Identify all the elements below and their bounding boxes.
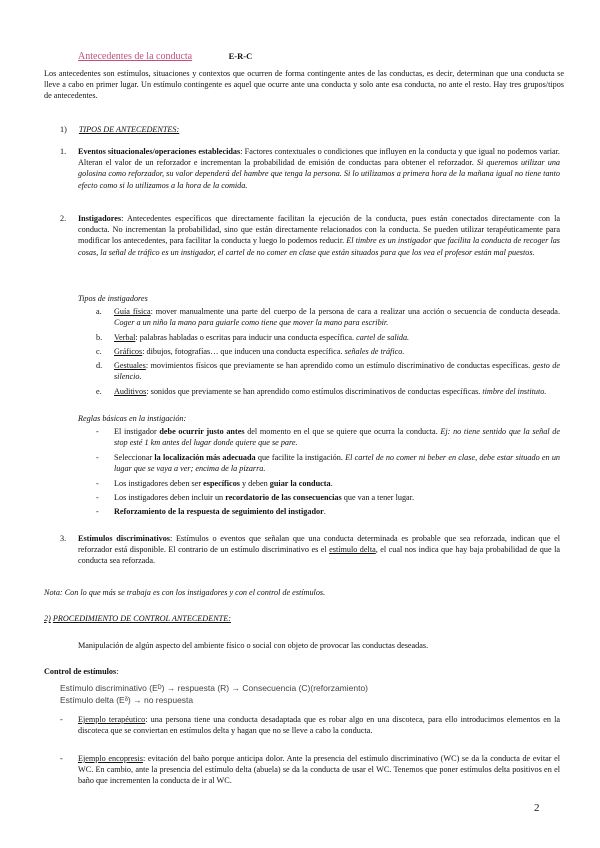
type-example: timbre del instituto. (482, 387, 547, 396)
type-text (114, 332, 560, 343)
rule-emphasis: debe ocurrir justo antes (159, 427, 245, 436)
control-colon: : (116, 667, 119, 676)
example-description: : evitación del baño porque anticipa dolor. Ante la presencia del estímulo discriminativo (WC) se da la conducta de evitar el WC. En cambio, ante la presencia del estímulo delta (abuela) se da la conducta de usar el WC. Tenemos que poner estímulos delta positivos en el baño que incrementen la conducta de ir al WC. (78, 754, 560, 786)
example-description: : una persona tiene una conducta desadaptada que es robar algo en una discoteca, para ello introducimos elementos en la discoteca que se conviertan en estímulos delta y hagan que no se lleve a cabo la conducta. (78, 715, 561, 736)
item-title: Estímulos discriminativos (78, 534, 170, 543)
bullet-dash: - (96, 507, 99, 516)
formula-discriminative: Estímulo discriminativo (Eᴰ) → respuesta (R) → Consecuencia (C)(reforzamiento) (60, 683, 369, 693)
rule-emphasis: la localización más adecuada (154, 453, 256, 462)
rules-label: Reglas básicas en la instigación: (78, 414, 187, 423)
rule-emphasis: guiar la conducta (269, 479, 331, 488)
item-example: El timbre es un instigador que facilita la conducta de recoger las cosas, la señal de tráfico es un instigador, el cartel de no comer en clase que están situados para que los vea el profesor están mal puestos. (78, 236, 560, 257)
item-description: : Antecedentes específicos que directamente facilitan la ejecución de la conducta, pues están conectados directamente con la conducta. No incrementan la probabilidad, sino que están directamente relacionados con la conducta. Se pueden utilizar terapéuticamente para modificar los antecedentes, para facilitar la conducta y luego lo podemos reducir. (78, 214, 560, 246)
note: Nota: Con lo que más se trabaja es con los instigadores y con el control de estímulos. (44, 588, 326, 597)
item-text (78, 533, 560, 567)
intro-paragraph: Los antecedentes son estímulos, situaciones y contextos que ocurren de forma contingente antes de las conductas, es decir, determinan que una conducta se lleve a cabo en primer lugar. Un estímulo contingente es aquel que ocurre ante una conducta y solo ante esa conducta, no ante el resto. Hay tres grupos/tipos de antecedentes. (44, 69, 564, 101)
control-heading (44, 666, 118, 677)
rule-text (114, 478, 560, 489)
type-letter: e. (96, 387, 102, 396)
item-term: estímulo delta (329, 545, 376, 555)
rule-3 (96, 478, 560, 489)
antecedent-item-2 (60, 213, 560, 258)
antecedent-item-1 (60, 146, 560, 191)
rule-text (114, 492, 560, 503)
antecedent-item-3 (60, 533, 560, 567)
section-2-title: PROCEDIMIENTO DE CONTROL ANTECEDENTE: (52, 614, 231, 623)
rule-part: que facilite la instigación. (255, 453, 346, 462)
example-encopresis (60, 753, 560, 787)
item-title: Eventos situacionales/operaciones establecidas (78, 147, 241, 156)
bullet-dash: - (96, 453, 99, 462)
type-description: : mover manualmente una parte del cuerpo de la persona de cara a realizar una acción o secuencia de conducta deseada. (150, 307, 560, 316)
instigator-types-label: Tipos de instigadores (78, 294, 148, 303)
rule-5 (96, 506, 560, 517)
example-term: Ejemplo terapéutico (78, 715, 146, 724)
rule-example: Ej: no tiene sentido que la señal de stop esté 1 km antes del lugar donde quiere que se pare. (114, 427, 561, 448)
type-term: Gráficos (114, 347, 143, 356)
example-therapeutic (60, 714, 560, 736)
bullet-dash: - (60, 715, 63, 724)
rule-text (114, 426, 560, 448)
item-text (78, 146, 560, 191)
type-text (114, 360, 560, 382)
rule-emphasis: Reforzamiento de la respuesta de seguimiento del instigador (114, 507, 324, 516)
type-description: : palabras habladas o escritas para inducir una conducta específica. (135, 333, 357, 342)
item-number: 1. (60, 147, 67, 156)
example-text (78, 714, 560, 736)
section-1-title: TIPOS DE ANTECEDENTES: (78, 125, 180, 134)
instigator-type-d (96, 360, 560, 382)
item-description-end: , el cual nos indica que hay baja probabilidad de que la conducta sea reforzada. (78, 545, 561, 566)
type-description: : sonidos que previamente se han aprendido como estímulos discriminativos de conductas específicas. (146, 387, 483, 396)
type-term: Auditivos (114, 387, 147, 396)
rule-emphasis: específicos (203, 479, 240, 488)
type-example: Coger a un niño la mano para guiarle como tiene que mover la mano para escribir. (114, 318, 389, 328)
bullet-dash: - (96, 493, 99, 502)
item-text (78, 213, 560, 258)
rule-part: del momento en el que se quiere que ocurra la conducta. (244, 427, 441, 436)
type-example: cartel de salida. (356, 333, 410, 342)
rule-part: . (323, 507, 326, 516)
example-text (78, 753, 560, 787)
rule-text (114, 452, 560, 474)
item-example: Si queremos utilizar una golosina como reforzador, su valor dependerá del hambre que tenga la persona. Si lo utilizamos a primera hora de la mañana igual no tiene tanto efecto como si lo utilizamos a la hora de la comida. (78, 158, 561, 190)
type-letter: d. (96, 361, 103, 370)
item-title: Instigadores (78, 214, 122, 223)
control-title: Control de estímulos (44, 667, 117, 676)
type-term: Guía física (114, 307, 151, 316)
type-text (114, 346, 560, 357)
type-example: gesto de silencio. (114, 361, 560, 382)
instigator-type-b (96, 332, 560, 343)
item-description: : Estímulos o eventos que señalan que una conducta determinada es probable que sea reforzada, indican que el reforzador está disponible. El contrario de un estímulo discriminativo es el (78, 534, 560, 555)
instigator-type-c (96, 346, 560, 357)
formula-delta: Estímulo delta (Eᵟ) → no respuesta (60, 695, 194, 705)
bullet-dash: - (96, 427, 99, 436)
type-letter: a. (96, 307, 102, 316)
section-1-number: 1) (60, 125, 67, 134)
section-2-number: 2) (44, 614, 51, 623)
type-letter: b. (96, 333, 103, 342)
rule-4 (96, 492, 560, 503)
example-term: Ejemplo encopresis (78, 754, 143, 763)
rule-part: . (330, 479, 333, 488)
section-2-heading (44, 613, 231, 624)
type-description: : movimientos físicos que previamente se han aprendido como un estímulo discriminativo de conductas específicas. (145, 361, 533, 370)
rule-part: El instigador (114, 427, 160, 436)
section-2-text: Manipulación de algún aspecto del ambiente físico o social con objeto de provocar las conductas deseadas. (78, 641, 429, 650)
rule-part: Los instigadores deben ser (114, 479, 204, 488)
rule-text (114, 506, 560, 517)
rule-part: y deben (239, 479, 270, 488)
type-term: Gestuales (114, 361, 146, 370)
title-row (78, 50, 558, 63)
title-tag: E-R-C (228, 51, 253, 61)
rule-part: Los instigadores deben incluir un (114, 493, 226, 502)
item-number: 3. (60, 534, 67, 543)
bullet-dash: - (60, 754, 63, 763)
rule-part: que van a tener lugar. (341, 493, 414, 502)
type-example: señales de tráfico. (344, 347, 405, 356)
rule-1 (96, 426, 560, 448)
item-number: 2. (60, 214, 67, 223)
section-1-heading (60, 124, 179, 135)
item-description: : Factores contextuales o condiciones que influyen en la conducta y que igual no podemos variar. Alteran el valor de un reforzador e incrementan la probabilidad de emisión de conductas para obtener el reforzador. (78, 147, 560, 168)
type-text (114, 306, 560, 328)
type-term: Verbal (114, 333, 136, 342)
rule-example: El cartel de no comer ni beber en clase, debe estar situado en un lugar que se vaya a ver; encima de la pizarra. (114, 453, 561, 474)
rule-2 (96, 452, 560, 474)
document-title: Antecedentes de la conducta (78, 51, 193, 62)
instigator-type-e (96, 386, 560, 397)
type-description: : dibujos, fotografías… que inducen una conducta específica. (142, 347, 345, 356)
instigator-type-a (96, 306, 560, 328)
rule-emphasis: recordatorio de las consecuencias (225, 493, 342, 502)
type-letter: c. (96, 347, 102, 356)
page-number: 2 (534, 802, 540, 814)
bullet-dash: - (96, 479, 99, 488)
rule-part: Seleccionar (114, 453, 155, 462)
type-text (114, 386, 560, 397)
